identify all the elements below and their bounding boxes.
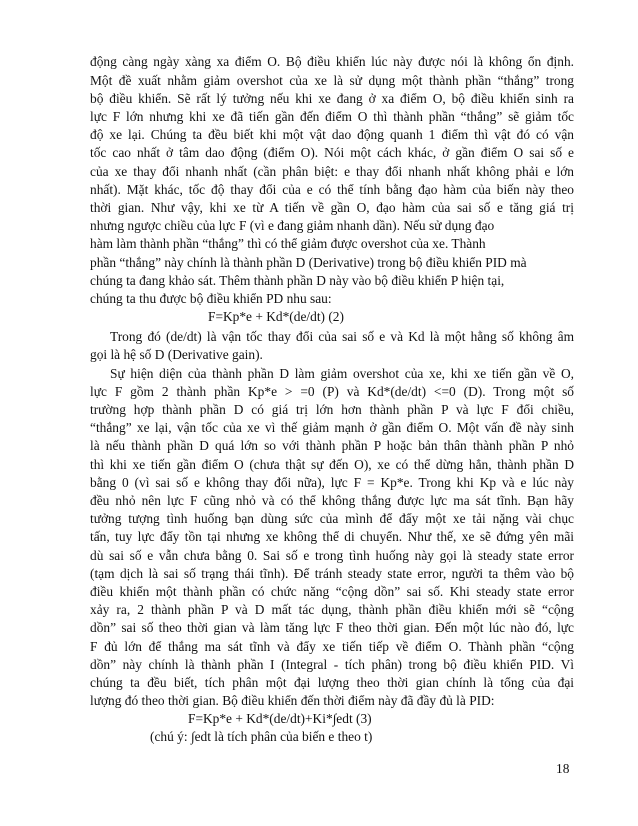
body-text-line: Một đề xuất nhằm giảm overshot của xe là sử dụng một thành phần “thắng” trong — [90, 72, 574, 88]
body-text-line: là nếu thành phần D quá lớn so với thành phần P hoặc bản thân thành phần P nhỏ — [90, 437, 574, 453]
body-text-line: nhất). Mặt khác, tốc độ thay đổi của e có thể tính bằng đạo hàm của biến này theo — [90, 182, 574, 197]
body-text-line: lực F lớn nhưng khi xe đã tiến gần đến điểm O thì thành phần “thắng” sẽ giảm tốc — [90, 109, 574, 124]
body-text-line: tưởng tượng tình huống bạn dùng sức của mình để đẩy một xe tải nặng vài chục — [90, 510, 574, 526]
body-text-line: Sự hiện diện của thành phần D làm giảm overshot của xe, khi xe tiến gần về O, — [110, 365, 574, 381]
body-text-line: nhưng ngược chiều của lực F (vì e đang giảm nhanh dần). Nếu sử dụng đạo — [90, 218, 495, 233]
body-text-line: xảy ra, 2 thành phần P và D mất tác dụng, thành phần điều khiển mới sẽ “cộng — [90, 601, 574, 617]
body-text-line: động càng ngày xàng xa điểm O. Bộ điều khiển lúc này được nói là không ổn định. — [90, 54, 574, 69]
body-text-line: “thắng” xe lại, vận tốc của xe vì thế giảm mạnh ở gần điểm O. Một vấn đề này sinh — [90, 419, 574, 435]
body-text-line: bộ điều khiển. Sẽ rất lý tưởng nếu khi xe đang ở xa điểm O, bộ điều khiển sinh ra — [90, 90, 574, 106]
body-text-line: dồn” sai số theo thời gian và làm tăng lực F theo thời gian. Đến một lúc nào đó, lực — [90, 619, 574, 635]
body-text-line: điều khiển một thành phần có chức năng “cộng dồn” sai số. Khi steady state error — [90, 583, 574, 599]
formula-pid: F=Kp*e + Kd*(de/dt)+Ki*∫edt (3) — [188, 711, 372, 726]
body-text-line: F đủ lớn để thắng ma sát tĩnh và đẩy xe tiến tiếp về điểm O. Thành phần “cộng — [90, 638, 574, 654]
body-text-line: (tạm dịch là sai số trạng thái tĩnh). Để tránh steady state error, người ta thêm vào bộ — [90, 565, 574, 581]
body-text-line: chúng ta đều biết, tích phân một đại lượng theo thời gian chính là tổng của đại — [90, 674, 574, 690]
body-text-line: đều nhỏ nên lực F cũng nhỏ và có thể không thắng được lực ma sát tĩnh. Bạn hãy — [90, 492, 574, 508]
body-text-line: tốc cao nhất ở tâm dao động (điểm O). Nói một cách khác, ở gần điểm O sai số e — [90, 145, 574, 160]
body-text-line: Trong đó (de/dt) là vận tốc thay đổi của sai số e và Kd là một hằng số không âm — [110, 328, 574, 344]
body-text-line: phần “thắng” này chính là thành phần D (Derivative) trong bộ điều khiển PID mà — [90, 255, 527, 270]
body-text-line: thì khi xe tiến gần điểm O (chưa thật sự đến O), xe có thể dừng hẳn, thành phần D — [90, 456, 574, 472]
body-text-line: chúng ta đang khảo sát. Thêm thành phần D này vào bộ điều khiển P hiện tại, — [90, 273, 505, 288]
body-text-line: chúng ta thu được bộ điều khiển PD nhu sau: — [90, 291, 332, 306]
page-number: 18 — [556, 761, 570, 776]
body-text-line: hàm làm thành phần “thắng” thì có thể giảm được overshot của xe. Thành — [90, 236, 486, 252]
body-text-line: tấn, tuy lực đẩy tồn tại nhưng xe không thể di chuyển. Như thế, xe sẽ đứng yên mãi — [90, 528, 574, 544]
body-text-line: thời gian. Như vậy, khi xe từ A tiến về gần O, đạo hàm của sai số e tăng giá trị — [90, 200, 574, 215]
body-text-line: dù sai số e vẫn chưa bằng 0. Sai số e trong tình huống này gọi là steady state error — [90, 547, 574, 563]
formula-note: (chú ý: ∫edt là tích phân của biến e theo t) — [150, 729, 373, 744]
body-text-line: trường hợp thành phần D có giá trị lớn hơn thành phần P và lực F đổi chiều, — [90, 401, 574, 417]
body-text-line: của xe thay đổi nhanh nhất (cần phân biệt: e thay đổi nhanh nhất không phải e lớn — [90, 163, 574, 179]
formula-pd: F=Kp*e + Kd*(de/dt) (2) — [208, 309, 344, 325]
body-text-line: lượng đó theo thời gian. Bộ điều khiển đến thời điểm này đã đầy đủ là PID: — [90, 692, 495, 708]
body-text-line: dồn” này chính là thành phần I (Integral - tích phân) trong bộ điều khiển PID. Vì — [90, 656, 574, 672]
body-text-line: lực F gồm 2 thành phần Kp*e > =0 (P) và Kd*(de/dt) <=0 (D). Trong một số — [90, 383, 574, 399]
body-text-line: gọi là hệ số D (Derivative gain). — [90, 346, 263, 362]
body-text-line: bằng 0 (vì sai số e không thay đổi nữa), lực F = Kp*e. Trong khi Kp và e lúc này — [90, 474, 574, 490]
body-text-line: độ xe lại. Chúng ta đều biết khi một vật dao động quanh 1 điểm thì vật đó có vận — [90, 127, 574, 142]
